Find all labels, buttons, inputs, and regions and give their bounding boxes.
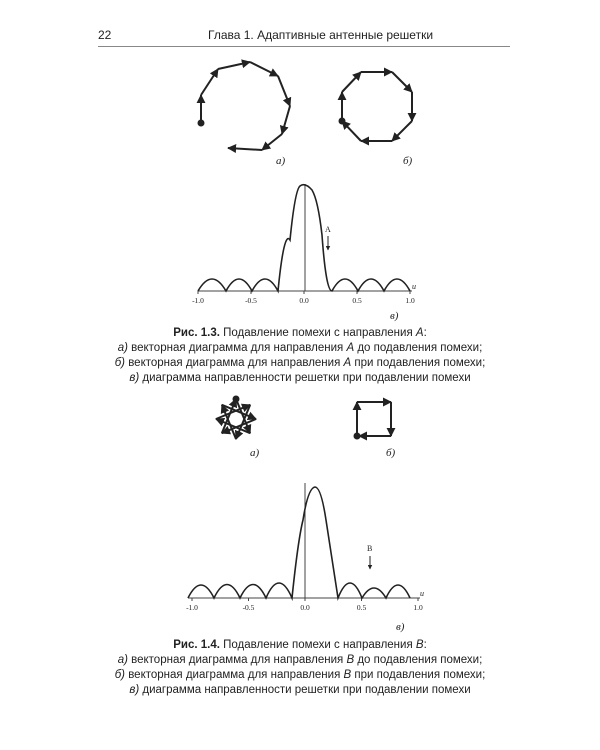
fig13-axis-label: u [412, 282, 416, 291]
fig14-tick-label: -0.5 [242, 603, 255, 612]
fig14-ticks [186, 598, 423, 612]
fig14-arrow-label: B [367, 544, 373, 553]
fig14-label-v: в) [396, 621, 405, 633]
fig14-tick-label: 0.0 [300, 603, 310, 612]
fig13-tick-label: 0.0 [299, 296, 309, 305]
fig13-pattern-curve [198, 185, 410, 291]
fig13-caption [0, 326, 600, 386]
fig13-tick-label: -0.5 [245, 296, 257, 305]
fig13-caption-title: Рис. 1.3. Подавление помехи с направления A: [173, 327, 427, 339]
fig14-caption-line: а) векторная диаграмма для направления B до подавления помехи; [117, 654, 483, 666]
fig13-label-b: б) [403, 155, 413, 167]
fig13-label-v: в) [390, 310, 399, 322]
fig13-caption-line: в) диаграмма направленности решетки при подавлении помехи [129, 372, 471, 384]
fig14-tick-label: -1.0 [186, 603, 198, 612]
fig14-vector-diagram-b [355, 402, 392, 439]
fig13-label-a: а) [276, 155, 286, 167]
fig13-caption-line: а) векторная диаграмма для направления A до подавления помехи; [117, 342, 483, 354]
fig13-tick-label: 1.0 [405, 296, 415, 305]
fig14-tick-label: 0.5 [356, 603, 367, 612]
fig14-caption-line: б) векторная диаграмма для направления B при подавления помехи; [114, 669, 486, 681]
fig13-tick-label: -1.0 [192, 296, 204, 305]
fig14-star-origin [234, 397, 239, 402]
fig13-vector-diagram-a [199, 62, 291, 150]
fig13-pattern-chart [192, 184, 416, 305]
fig13-vector-diagram-b [340, 72, 413, 141]
fig14-label-a: а) [250, 447, 260, 459]
fig14-caption [0, 638, 600, 698]
fig14-caption-line: в) диаграмма направленности решетки при подавлении помехи [129, 684, 471, 696]
fig14-pattern-chart [186, 483, 424, 612]
running-title: Глава 1. Адаптивные антенные решетки [208, 28, 434, 42]
page-number: 22 [98, 28, 112, 42]
fig14-vector-diagram-a [216, 397, 256, 440]
fig13-caption-line: б) векторная диаграмма для направления A при подавления помехи; [114, 357, 486, 369]
fig14-pattern-curve [188, 487, 410, 598]
fig14-tick-label: 1.0 [413, 603, 423, 612]
fig14-label-b: б) [386, 447, 396, 459]
fig13-ticks [192, 291, 415, 305]
fig13-arrow-label: A [325, 225, 331, 234]
fig14-axis-label: u [420, 589, 424, 598]
fig14-caption-title: Рис. 1.4. Подавление помехи с направления B: [173, 639, 427, 651]
fig13-tick-label: 0.5 [352, 296, 362, 305]
